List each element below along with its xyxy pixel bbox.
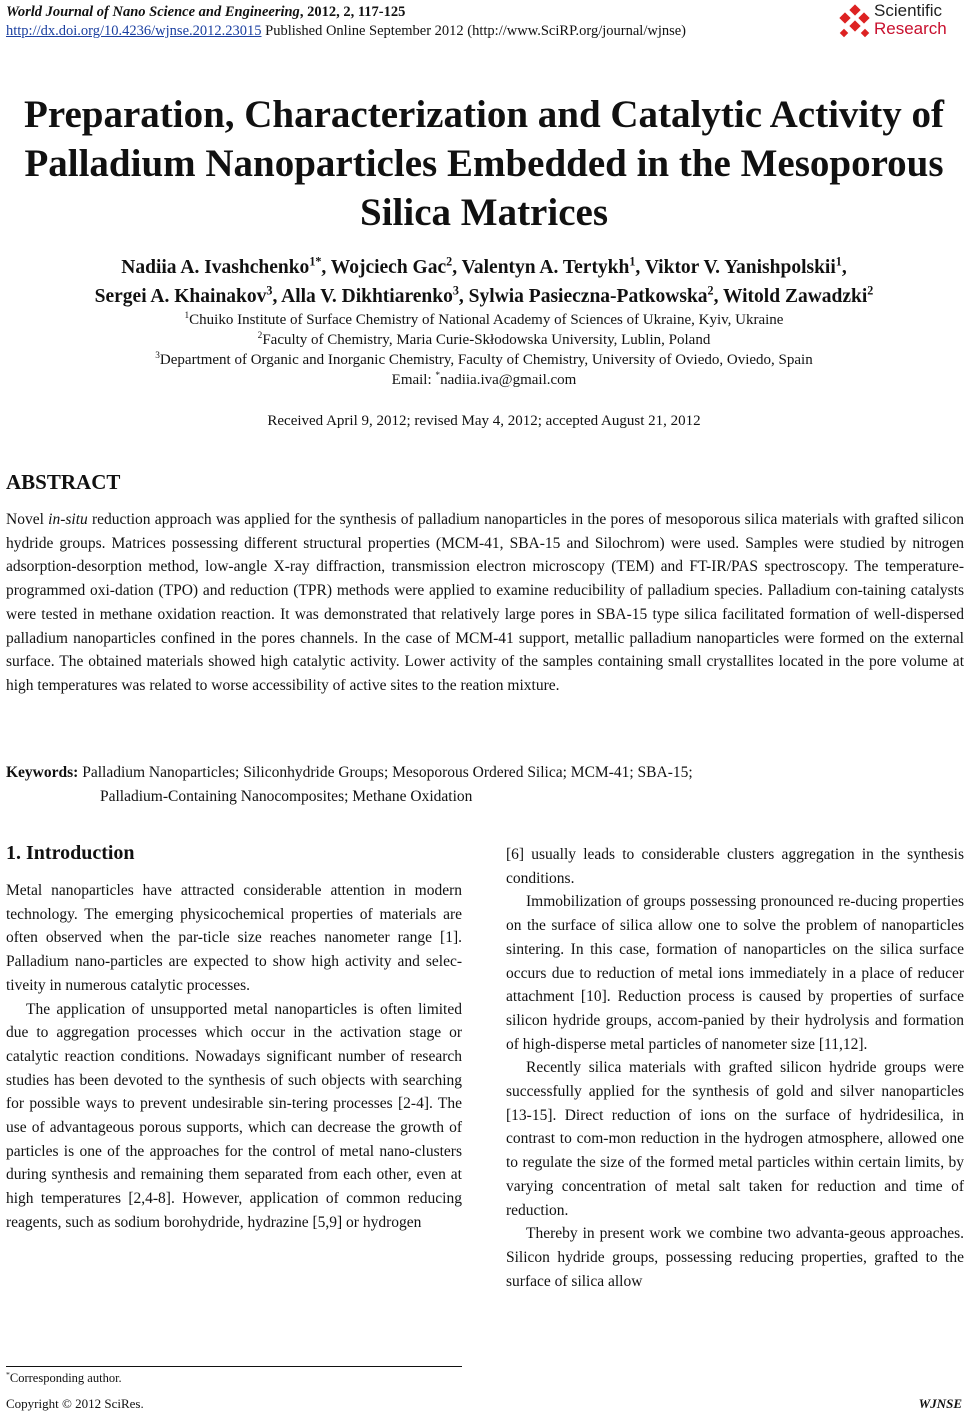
paragraph: Metal nanoparticles have attracted considerable attention in modern technology. The emerging physicochemical properties of materials are often observed when the par-ticle size reaches nanometer range [1]. Palladium nano-particles are expected to show high activity and selec-tiveity in numerous catalytic processes.	[6, 882, 462, 994]
author: , Valentyn A. Tertykh	[452, 257, 630, 278]
paragraph: [6] usually leads to considerable clusters aggregation in the synthesis conditions.	[506, 846, 964, 887]
logo-icon	[838, 6, 872, 40]
paper-title	[0, 90, 968, 237]
author: , Alla V. Dikhtiarenko	[272, 286, 453, 307]
paragraph: The application of unsupported metal nanoparticles is often limited due to aggregation processes which occur in the activation stage or catalytic reaction conditions. Nowadays significant number of research studies has been devoted to the synthesis of such objects with searching for possible ways to prevent undesirable sin-tering processes [2-4]. The use of advantageous porous supports, which can decrease the growth of particles is one of the approaches for the control of metal nano-clusters during synthesis and remaining them separated from each other, even at high temperatures [2,4-8]. However, application of common reducing reagents, such as sodium borohydride, hydrazine [5,9] or hydrogen	[6, 1000, 462, 1231]
author: Nadiia A. Ivashchenko	[121, 257, 310, 278]
title-line-3: Silica Matrices	[360, 191, 608, 234]
authors-line-1	[0, 253, 968, 282]
section-heading: 1. Introduction	[6, 842, 135, 864]
author-mark: 3	[452, 283, 459, 298]
keywords-text: Palladium Nanoparticles; Siliconhydride Groups; Mesoporous Ordered Silica; MCM-41; SBA-15;	[78, 764, 693, 781]
paragraph: Immobilization of groups possessing pronounced re-ducing properties on the surface of silica allow one to solve the problem of nanoparticles sintering. In this case, formation of nanoparticles on the silica surface occurs due to reduction of metal ions immediately in a place of reducer attachment [10]. Reduction process is caused by properties of surface silicon hydride groups, accom-panied by their hydrolysis and formation of high-disperse metal particles of nanometer size [11,12].	[506, 893, 964, 1053]
author-mark: 2	[446, 254, 453, 269]
received-dates: Received April 9, 2012; revised May 4, 2012; accepted August 21, 2012	[267, 413, 701, 429]
published-text: Published Online September 2012 (http://www.SciRP.org/journal/wjnse)	[261, 23, 687, 39]
abstract-body	[6, 508, 964, 698]
citation-numbers: , 2012, 2, 117-125	[299, 4, 406, 20]
paragraph: Recently silica materials with grafted silicon hydride groups were successfully applied for the synthesis of gold and silver nanoparticles [13-15]. Direct reduction of ions on the surface of hydridesilica, in contrast to com-mon reduction in the hydrogen atmosphere, allowed one to regulate the size of the formed metal particles within certain limits, by varying concentration of metal salt taken for reduction and time of reduction.	[506, 1059, 964, 1219]
author: , Sylwia Pasieczna-Patkowska	[458, 286, 708, 307]
footnote-divider	[6, 1366, 462, 1367]
title-line-1: Preparation, Characterization and Catalytic Activity of	[24, 93, 944, 136]
right-column	[506, 843, 964, 1293]
abstract-text: reduction approach was applied for the synthesis of palladium nanoparticles in the pores of mesoporous silica materials with grafted silicon hydride groups. Matrices possessing different structural properties (MCM-41, SBA-15 and Silochrom) were used. Samples were studied by nitrogen adsorption-desorption method, low-angle X-ray diffraction, transmission electron microscopy (TEM) and FT-IR/PAS spectroscopy. The temperature-programmed oxi-dation (TPO) and reduction (TPR) methods were applied to examine reducibility of palladium species. Palladium con-taining catalysts were tested in methane oxidation reaction. It was demonstrated that relatively large pores in SBA-15 type silica facilitated formation of well-dispersed palladium nanoparticles confined in the pores channels. In the case of MCM-41 support, metallic palladium nanoparticles were formed on the external surface. The obtained materials showed high catalytic activity. Lower activity of the samples containing small crystallites located in the pore volume at high temperatures was related to worse accessibility of active sites to the reation mixture.	[6, 511, 964, 694]
keywords-line-1	[6, 761, 964, 785]
affiliation-2	[0, 330, 968, 350]
email-label: Email:	[391, 372, 436, 388]
author-list	[0, 253, 968, 311]
abstract-italic: in-situ	[48, 511, 88, 528]
left-column	[6, 879, 462, 1235]
author: Sergei A. Khainakov	[94, 286, 267, 307]
logo-bottom: Research	[874, 19, 947, 38]
footnote-text: Corresponding author.	[9, 1371, 122, 1385]
author-mark: 1	[835, 254, 842, 269]
paragraph: Thereby in present work we combine two advanta-geous approaches. Silicon hydride groups, possessing reducing properties, grafted to the surface of silica allow	[506, 1225, 964, 1290]
footnote-mark: *	[6, 1369, 10, 1379]
abstract-heading: ABSTRACT	[6, 470, 121, 494]
logo-wordmark	[874, 2, 947, 38]
doi-link[interactable]: http://dx.doi.org/10.4236/wjnse.2012.23015	[6, 23, 262, 39]
title-line-2: Palladium Nanoparticles Embedded in the Mesoporous	[24, 142, 944, 185]
email-line	[0, 370, 968, 390]
email-mark: *	[435, 371, 441, 381]
affiliation-text: Department of Organic and Inorganic Chemistry, Faculty of Chemistry, University of Oviedo, Oviedo, Spain	[159, 352, 813, 368]
logo-top: Scientific	[874, 1, 943, 20]
author: , Wojciech Gac	[321, 257, 447, 278]
keywords-label: Keywords:	[6, 764, 79, 781]
abstract-text: Novel	[6, 511, 49, 528]
affiliations	[0, 310, 968, 390]
author-mark: 2	[707, 283, 714, 298]
keywords	[6, 761, 964, 808]
author: , Viktor V. Yanishpolskii	[635, 257, 836, 278]
authors-line-2	[0, 282, 968, 311]
separator: ,	[841, 257, 847, 278]
affiliation-mark: 3	[155, 351, 160, 361]
journal-abbreviation: WJNSE	[918, 1396, 962, 1411]
journal-citation	[6, 3, 686, 22]
author-mark: 2	[867, 283, 874, 298]
affiliation-text: Faculty of Chemistry, Maria Curie-Skłodowska University, Lublin, Poland	[262, 332, 711, 348]
affiliation-text: Chuiko Institute of Surface Chemistry of National Academy of Sciences of Ukraine, Kyiv, Ukraine	[189, 312, 784, 328]
affiliation-mark: 1	[184, 311, 190, 321]
affiliation-mark: 2	[257, 331, 263, 341]
doi-line	[6, 22, 686, 41]
author-mark: 3	[266, 283, 273, 298]
journal-name: World Journal of Nano Science and Engineering	[6, 4, 300, 20]
author: , Witold Zawadzki	[713, 286, 868, 307]
affiliation-1	[0, 310, 968, 330]
copyright: Copyright © 2012 SciRes.	[6, 1396, 144, 1411]
footnote	[6, 1371, 122, 1386]
keywords-line-2: Palladium-Containing Nanocomposites; Methane Oxidation	[100, 787, 473, 805]
author-mark: 1*	[309, 254, 322, 269]
affiliation-3	[0, 350, 968, 370]
email-address[interactable]: nadiia.iva@gmail.com	[440, 372, 577, 388]
author-mark: 1	[629, 254, 636, 269]
running-header	[6, 3, 686, 41]
publisher-logo	[838, 2, 962, 42]
